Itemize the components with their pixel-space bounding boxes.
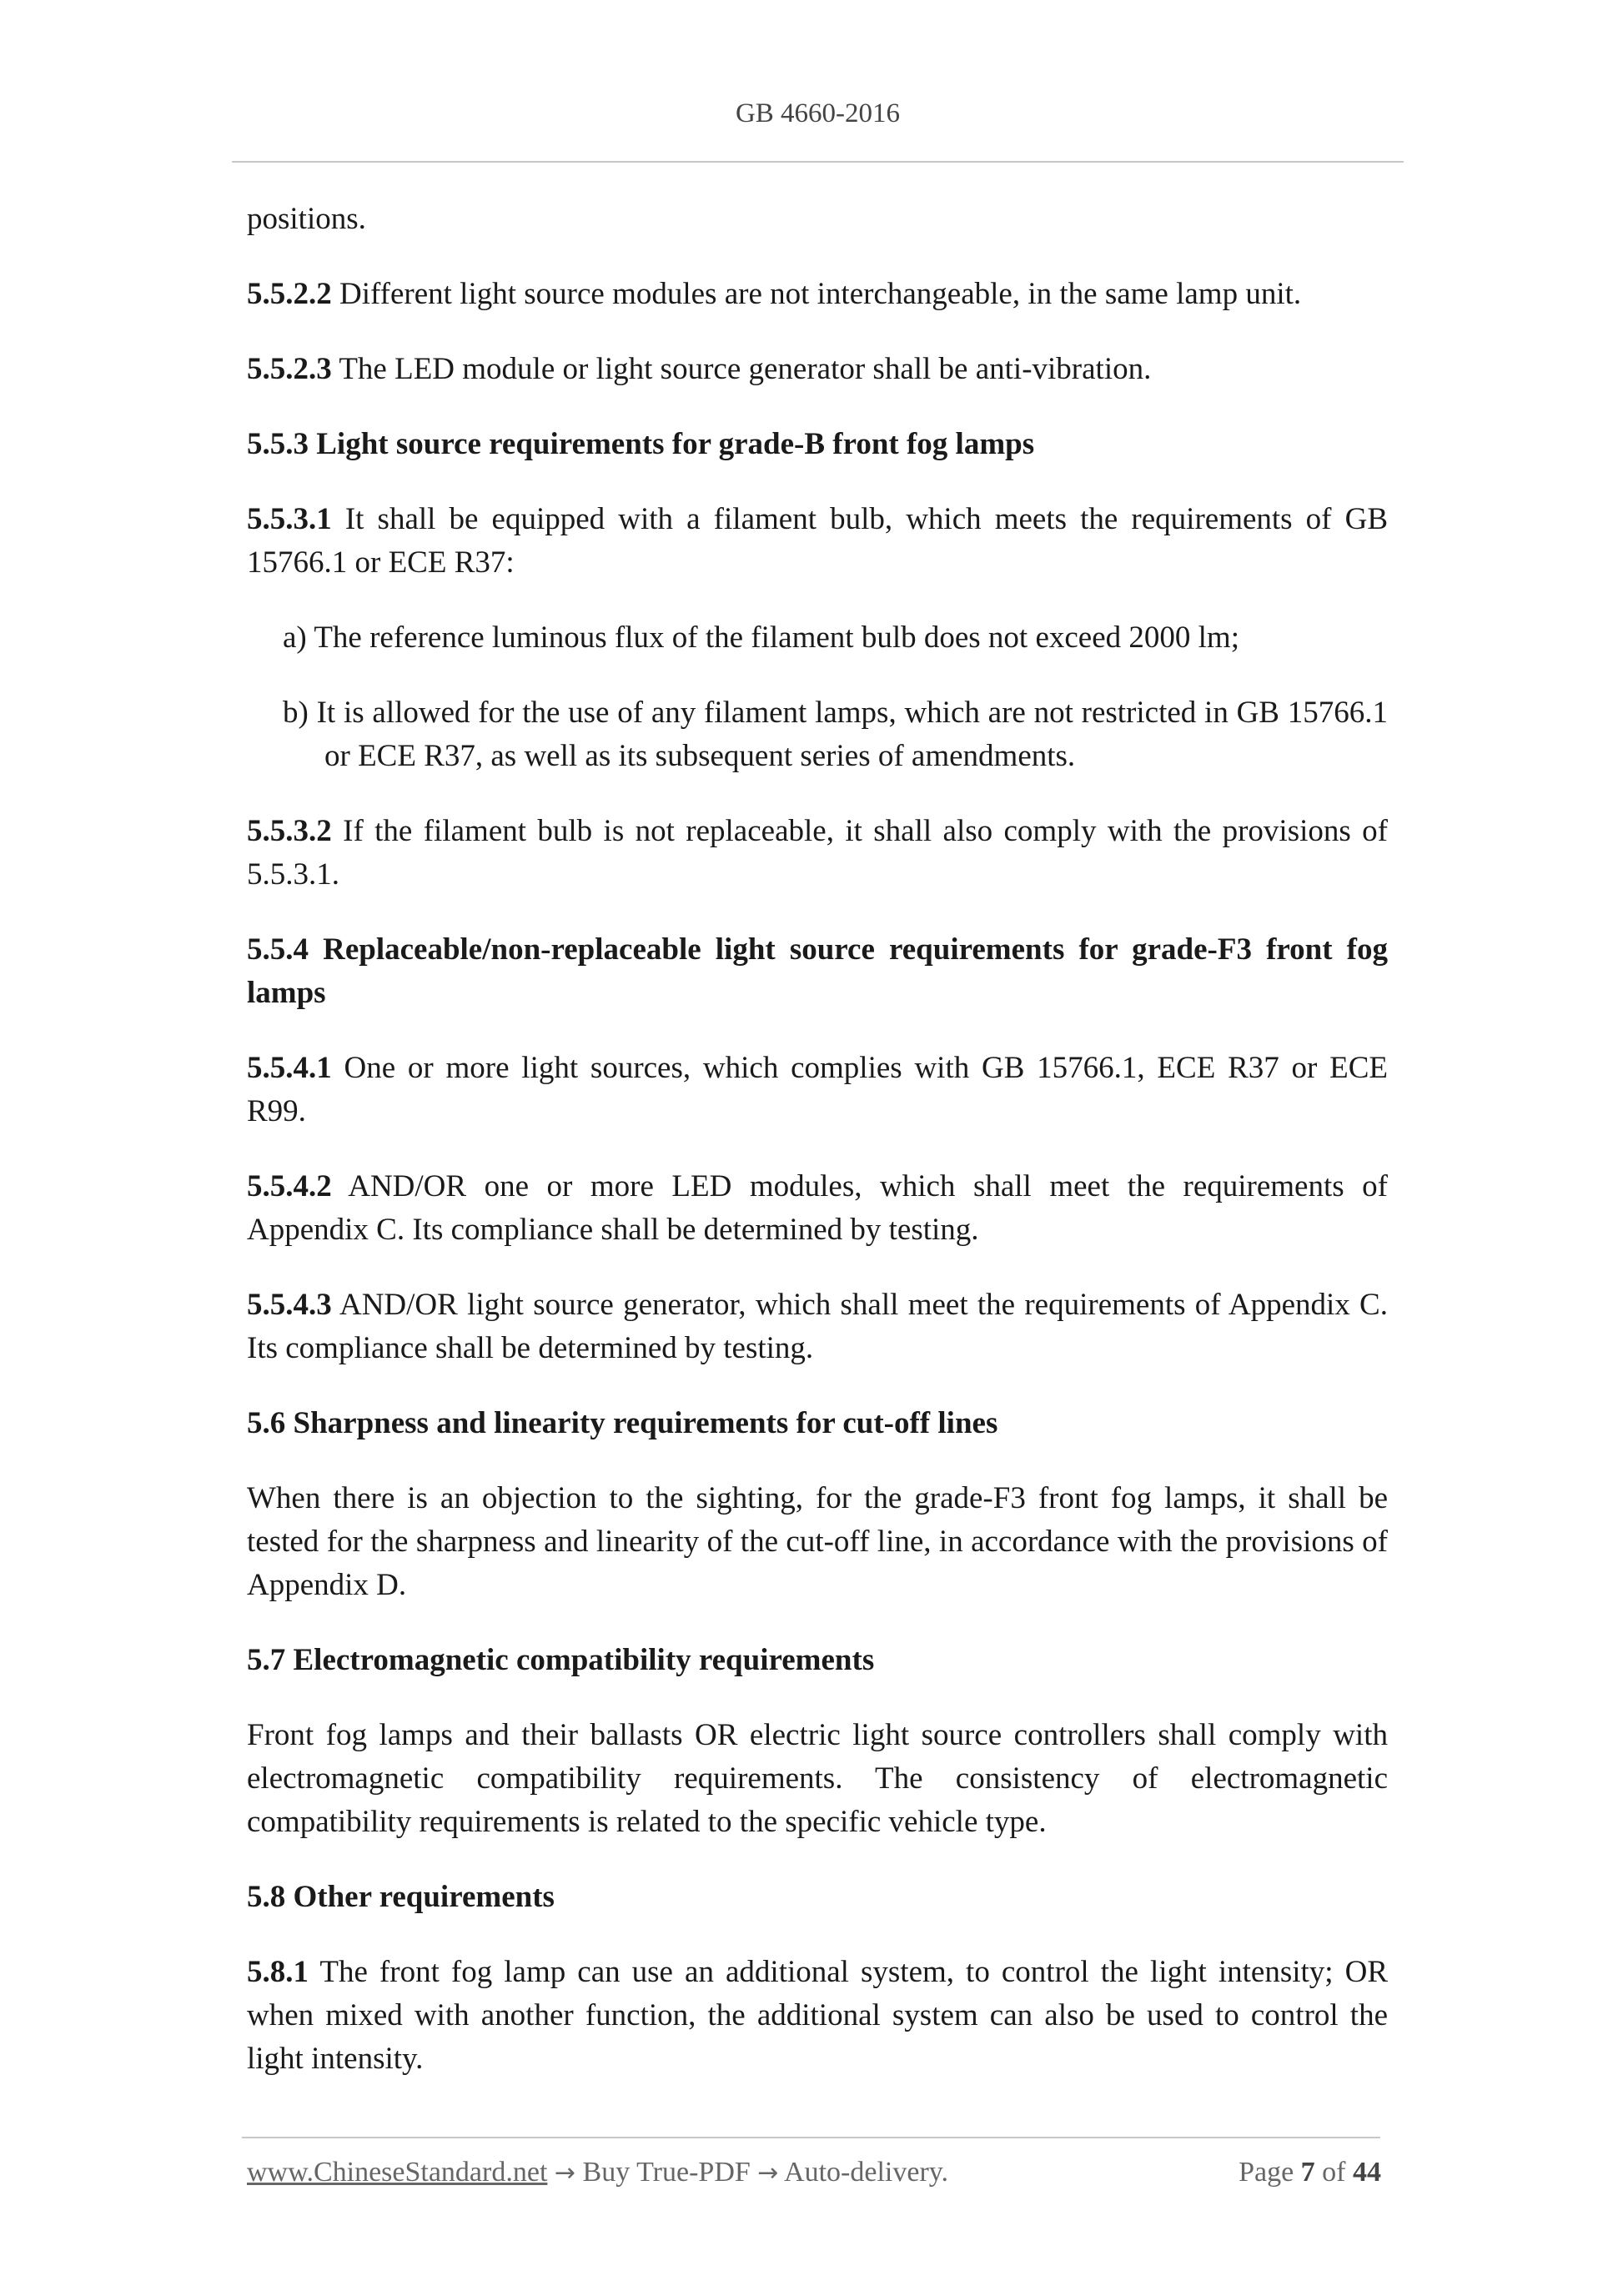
- clause-text: AND/OR light source generator, which shall meet the requirements of Appendix C. Its compliance shall be determined by testing.: [247, 1288, 1388, 1365]
- page-header: GB 4660-2016: [735, 98, 901, 128]
- section-heading-5-6: 5.6 Sharpness and linearity requirements for cut-off lines: [247, 1406, 998, 1440]
- arrow-right-icon: →: [554, 2158, 576, 2188]
- header-divider: [232, 161, 1404, 163]
- clause-number: 5.8.1: [247, 1955, 309, 1989]
- section-heading-5-5-4: 5.5.4 Replaceable/non-replaceable light source requirements for grade-F3 front fog lamps: [247, 932, 1388, 1010]
- section-heading-5-7: 5.7 Electromagnetic compatibility requirements: [247, 1643, 875, 1677]
- section-heading-5-5-3: 5.5.3 Light source requirements for grade-B front fog lamps: [247, 427, 1035, 461]
- paragraph-5-6: When there is an objection to the sighting, for the grade-F3 front fog lamps, it shall be tested for the sharpness and linearity of the cut-off line, in accordance with the provisions of Appendix D.: [247, 1481, 1388, 1602]
- clause-text: The front fog lamp can use an additional system, to control the light intensity; OR when mixed with another function, the additional system can also be used to control the light intensity.: [247, 1955, 1388, 2076]
- arrow-right-icon: →: [757, 2158, 779, 2188]
- clause-number: 5.5.3.1: [247, 502, 332, 536]
- paragraph: positions.: [247, 202, 366, 236]
- delivery-text: Auto-delivery.: [778, 2157, 949, 2188]
- paragraph-5-7: Front fog lamps and their ballasts OR electric light source controllers shall comply with electromagnetic compatibility requirements. The consistency of electromagnetic compatibility requirements is related to the specific vehicle type.: [247, 1718, 1388, 1839]
- clause-text: One or more light sources, which complies with GB 15766.1, ECE R37 or ECE R99.: [247, 1051, 1388, 1128]
- clause-number: 5.5.4.3: [247, 1288, 332, 1322]
- buy-text: Buy True-PDF: [575, 2157, 758, 2188]
- clause-5-5-4-1: [247, 1047, 1388, 1133]
- clause-text: AND/OR one or more LED modules, which shall meet the requirements of Appendix C. Its compliance shall be determined by testing.: [247, 1169, 1388, 1247]
- site-link[interactable]: www.ChineseStandard.net: [247, 2157, 548, 2188]
- clause-text: The LED module or light source generator shall be anti-vibration.: [331, 352, 1152, 386]
- section-heading-5-8: 5.8 Other requirements: [247, 1880, 555, 1914]
- footer-promo: [247, 2157, 948, 2188]
- page-of: of: [1322, 2157, 1346, 2188]
- clause-number: 5.5.4.1: [247, 1051, 332, 1085]
- footer-divider: [242, 2137, 1380, 2138]
- clause-5-5-4-3: [247, 1284, 1388, 1370]
- list-item-b: b) It is allowed for the use of any filament lamps, which are not restricted in GB 15766.1 or ECE R37, as well as its subsequent series of amendments.: [283, 696, 1388, 773]
- clause-number: 5.5.4.2: [247, 1169, 332, 1203]
- clause-number: 5.5.2.2: [247, 277, 332, 311]
- page-total: 44: [1353, 2157, 1381, 2188]
- clause-5-5-2-3: [247, 348, 1388, 391]
- page-number: [1239, 2157, 1381, 2188]
- list-item-a: a) The reference luminous flux of the filament bulb does not exceed 2000 lm;: [283, 620, 1239, 655]
- document-body: [247, 198, 1388, 2113]
- clause-number: 5.5.2.3: [247, 352, 332, 386]
- clause-5-5-2-2: [247, 273, 1388, 316]
- clause-text: If the filament bulb is not replaceable, it shall also comply with the provisions of 5.5.3.1.: [247, 814, 1388, 892]
- page-current: 7: [1300, 2157, 1315, 2188]
- page-label: Page: [1239, 2157, 1294, 2188]
- clause-text: Different light source modules are not interchangeable, in the same lamp unit.: [331, 277, 1302, 311]
- clause-5-8-1: [247, 1951, 1388, 2081]
- clause-5-5-3-2: [247, 810, 1388, 897]
- clause-5-5-4-2: [247, 1165, 1388, 1252]
- clause-number: 5.5.3.2: [247, 814, 332, 848]
- clause-text: It shall be equipped with a filament bulb, which meets the requirements of GB 15766.1 or ECE R37:: [247, 502, 1388, 580]
- page-footer: [247, 2157, 1381, 2198]
- clause-5-5-3-1: [247, 498, 1388, 585]
